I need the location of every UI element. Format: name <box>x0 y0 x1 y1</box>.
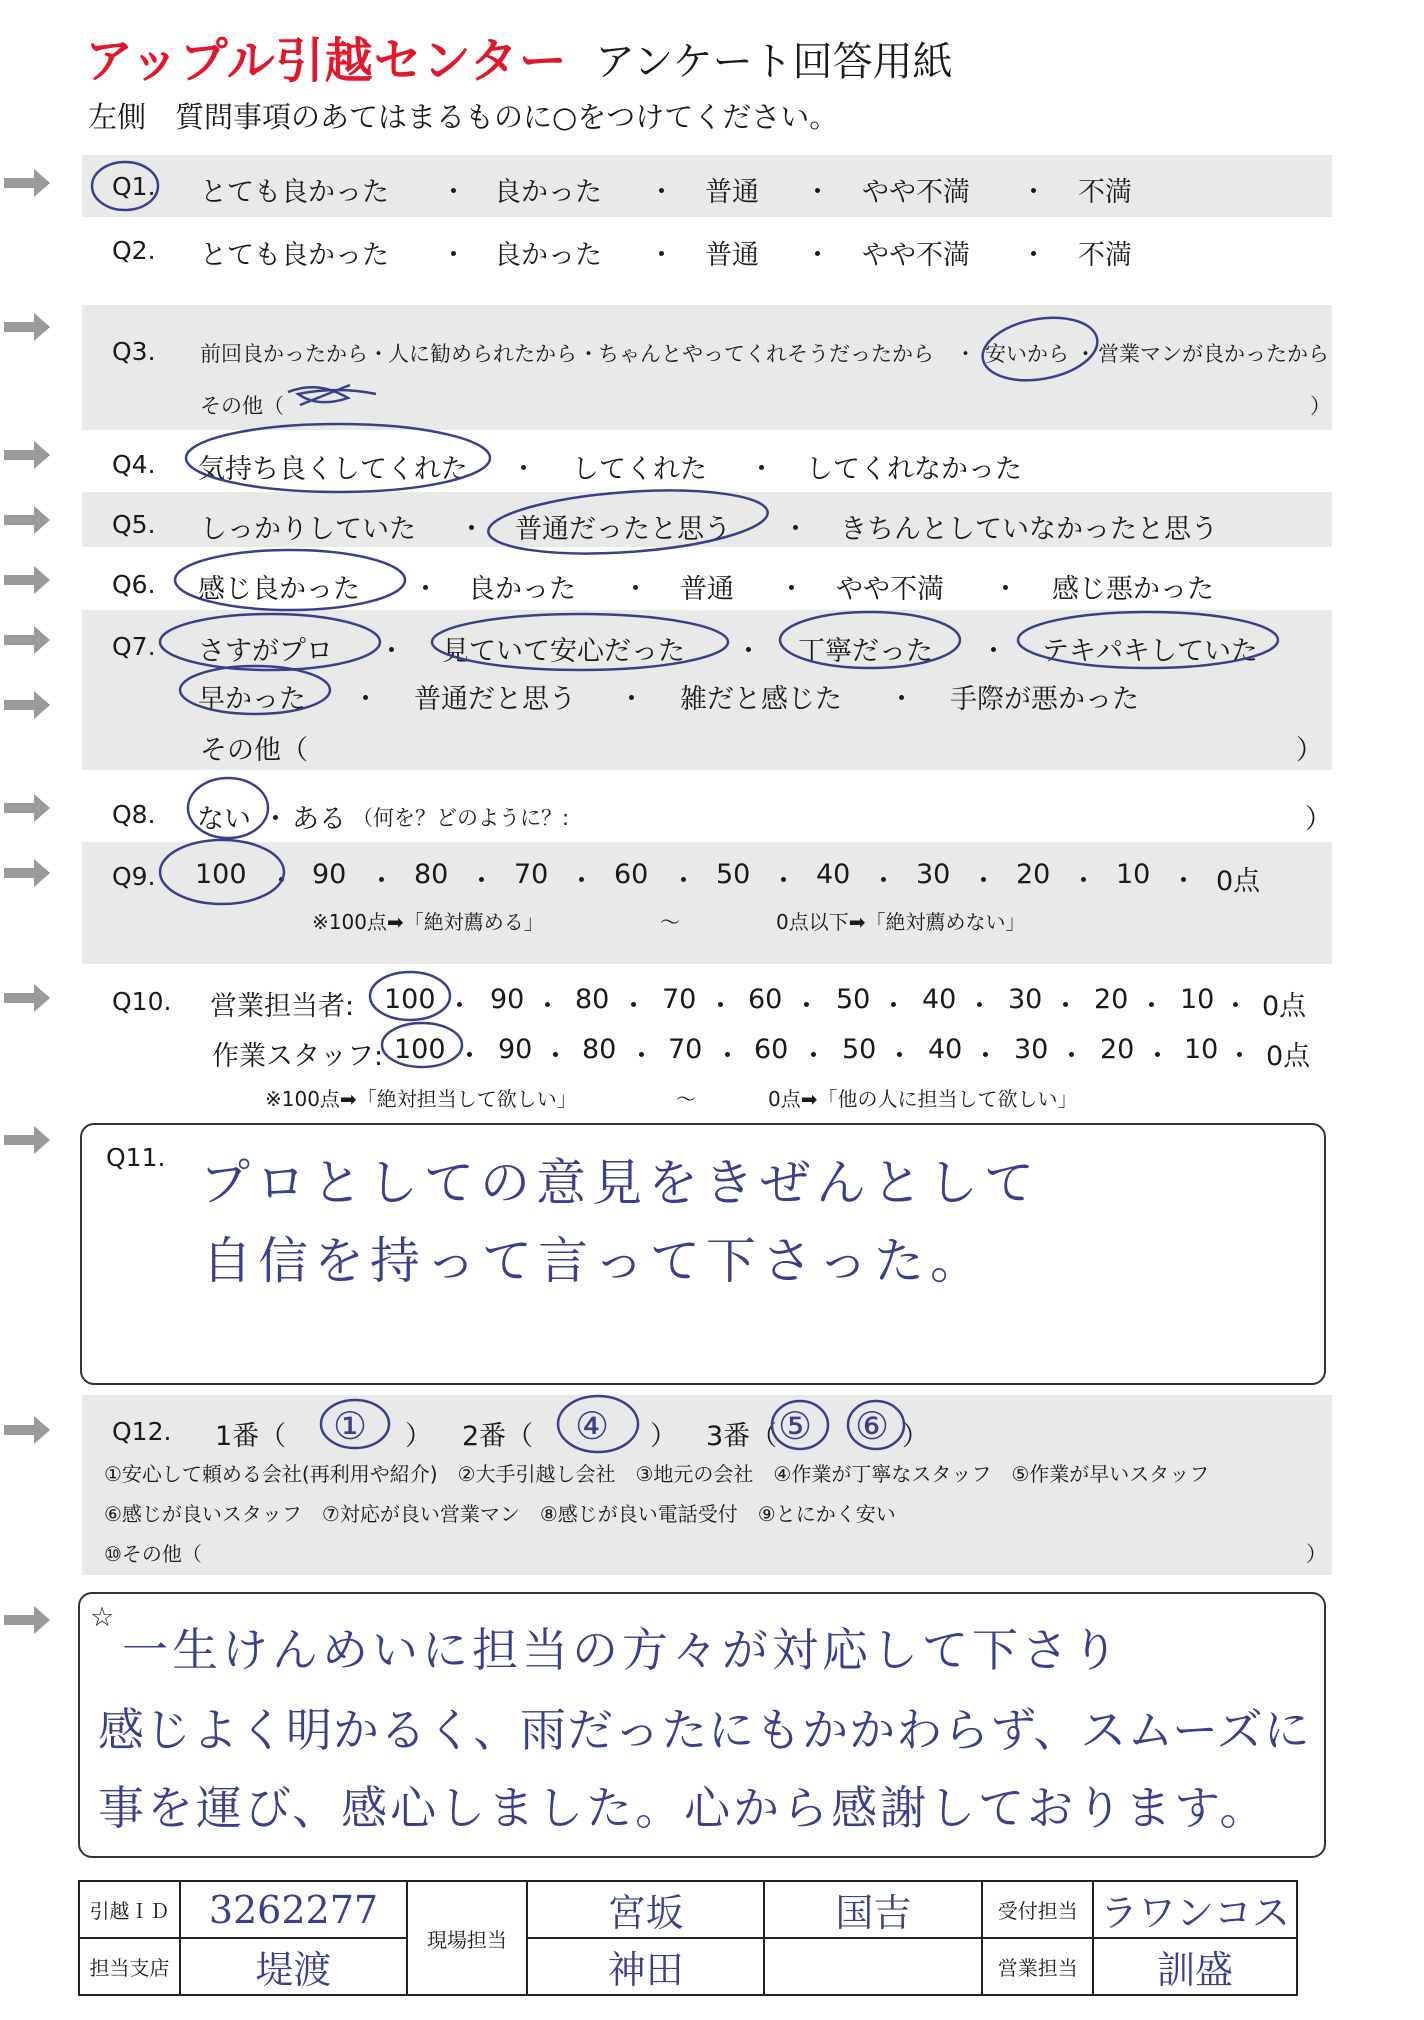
q6-sep: ・ <box>778 574 805 605</box>
q10-sales-score[interactable]: 60 <box>748 984 783 1015</box>
comment-line2: 感じよく明かるく、雨だったにもかかわらず、スムーズに <box>98 1703 1311 1757</box>
q9-sep: ・ <box>368 866 395 897</box>
q4-sep: ・ <box>748 454 775 485</box>
q10-sep: ・ <box>1058 1041 1085 1072</box>
q6-sep: ・ <box>992 574 1019 605</box>
q10-sales-score[interactable]: 70 <box>662 984 697 1015</box>
q12-label: Q12. <box>112 1417 172 1446</box>
q7-other-label: その他（ <box>200 735 308 766</box>
q7-option[interactable]: さすがプロ <box>198 636 333 667</box>
q2-sep: ・ <box>648 240 675 271</box>
site-staff-text: 宮坂 <box>607 1891 684 1935</box>
q6-option[interactable]: 普通 <box>680 574 734 605</box>
q2-option[interactable]: とても良かった <box>200 240 389 271</box>
q10-sales-score[interactable]: 90 <box>490 984 525 1015</box>
q3-label: Q3. <box>112 337 156 366</box>
q10-sales-score[interactable]: 100 <box>384 984 436 1015</box>
arrow-icon <box>4 313 50 341</box>
q2-label: Q2. <box>112 236 156 265</box>
branch-text: 堤渡 <box>255 1948 332 1992</box>
q3-sep: ・ <box>368 342 389 366</box>
comment-box[interactable] <box>78 1592 1326 1858</box>
q10-sep: ・ <box>542 1041 569 1072</box>
q4-option[interactable]: してくれなかった <box>806 454 1022 485</box>
q9-score[interactable]: 30 <box>916 859 951 890</box>
site-staff-2 <box>764 1881 982 1938</box>
q9-sep: ・ <box>1070 866 1097 897</box>
q12-third-close: ） <box>902 1421 929 1452</box>
q2-option[interactable]: 良かった <box>494 240 602 271</box>
q11-handwriting-line1: プロとしての意見をきぜんとして <box>200 1154 1040 1212</box>
q7-sep: ・ <box>378 636 405 667</box>
q8-detail: （何を？どのように？: <box>352 806 570 830</box>
site-staff-label: 現場担当 <box>407 1881 527 1995</box>
q6-option[interactable]: 良かった <box>468 574 576 605</box>
q8-close: ） <box>1305 804 1332 835</box>
q10-sales-score[interactable]: 50 <box>836 984 871 1015</box>
site-staff-1 <box>527 1881 764 1938</box>
q5-option[interactable]: きちんとしていなかったと思う <box>840 514 1218 545</box>
q12-choices-row2: ⑥感じが良いスタッフ ⑦対応が良い営業マン ⑧感じが良い電話受付 ⑨とにかく安い <box>104 1502 896 1526</box>
q10-label: Q10. <box>112 987 172 1016</box>
site-staff-4 <box>764 1938 982 1995</box>
q6-option[interactable]: 感じ悪かった <box>1052 574 1214 605</box>
move-id-value <box>180 1881 407 1938</box>
arrow-icon <box>4 794 50 822</box>
q12-second-value[interactable]: ④ <box>575 1404 610 1448</box>
q11-label: Q11. <box>106 1143 166 1172</box>
arrow-icon <box>4 859 50 887</box>
q12-first-label: 1番（ <box>215 1421 287 1452</box>
q9-note-left: ※100点➡「絶対薦める」 <box>312 910 544 934</box>
q10-sep: ・ <box>972 1041 999 1072</box>
q3-sep: ・ <box>1075 342 1096 366</box>
q10-note-left: ※100点➡「絶対担当して欲しい」 <box>265 1087 577 1111</box>
q6-option[interactable]: やや不満 <box>836 574 944 605</box>
q12-first-close: ） <box>405 1421 432 1452</box>
q10-sep: ・ <box>707 991 734 1022</box>
q10-sep: ・ <box>446 991 473 1022</box>
q10-staff-score[interactable]: 40 <box>928 1034 963 1065</box>
branch-value <box>180 1938 407 1995</box>
q10-staff-score[interactable]: 20 <box>1100 1034 1135 1065</box>
q12-second-label: 2番（ <box>462 1421 534 1452</box>
q12-first-value[interactable]: ① <box>333 1404 368 1448</box>
q10-sales-label: 営業担当者: <box>210 991 355 1022</box>
branch-label: 担当支店 <box>79 1938 180 1995</box>
arrow-icon <box>4 506 50 534</box>
arrow-icon <box>4 1416 50 1444</box>
arrow-icon <box>4 566 50 594</box>
q10-sep: ・ <box>1144 1041 1171 1072</box>
q6-sep: ・ <box>412 574 439 605</box>
q10-staff-score[interactable]: 30 <box>1014 1034 1049 1065</box>
q10-note-tilde: 〜 <box>676 1087 696 1111</box>
q9-note-right: 0点以下➡「絶対薦めない」 <box>776 910 1026 934</box>
q2-sep: ・ <box>804 240 831 271</box>
q8-label: Q8. <box>112 800 156 829</box>
arrow-icon <box>4 1606 50 1634</box>
q9-label: Q9. <box>112 862 156 891</box>
q1-sep: ・ <box>804 177 831 208</box>
staff-footer-table <box>78 1880 1298 1996</box>
arrow-icon <box>4 626 50 654</box>
q7-option[interactable]: 早かった <box>198 684 306 715</box>
q8-sep: ・ <box>262 804 289 835</box>
q3-other-close: ） <box>1310 394 1331 418</box>
q3-option[interactable]: ちゃんとやってくれそうだったから <box>598 342 934 366</box>
q10-sales-score[interactable]: 80 <box>575 984 610 1015</box>
q12-choices-row1: ①安心して頼める会社(再利用や紹介) ②大手引越し会社 ③地元の会社 ④作業が丁寧なスタッフ ⑤作業が早いスタッフ <box>104 1462 1210 1486</box>
sales-label: 営業担当 <box>982 1938 1093 1995</box>
q9-score[interactable]: 100 <box>195 859 247 890</box>
q12-third-value[interactable]: ⑤ <box>778 1404 813 1448</box>
q9-score[interactable]: 40 <box>816 859 851 890</box>
q10-sep: ・ <box>886 1041 913 1072</box>
q1-sep: ・ <box>440 177 467 208</box>
q3-sep: ・ <box>578 342 599 366</box>
arrow-icon <box>4 984 50 1012</box>
q10-staff-score[interactable]: 0点 <box>1266 1041 1311 1072</box>
q9-score[interactable]: 50 <box>716 859 751 890</box>
arrow-icon <box>4 169 50 197</box>
q8-option[interactable]: ある <box>292 804 346 835</box>
sales-text: 訓盛 <box>1156 1948 1233 1992</box>
q2-sep: ・ <box>1020 240 1047 271</box>
q5-sep: ・ <box>782 514 809 545</box>
q10-sep: ・ <box>628 1041 655 1072</box>
q7-option[interactable]: 普通だと思う <box>414 684 576 715</box>
q11-handwriting-line2: 自信を持って言って下さった。 <box>202 1232 986 1290</box>
q10-staff-score[interactable]: 50 <box>842 1034 877 1065</box>
q7-option[interactable]: 見ていて安心だった <box>442 636 685 667</box>
instruction-text: 左側 質問事項のあてはまるものに○をつけてください。 <box>88 100 839 134</box>
q9-sep: ・ <box>670 866 697 897</box>
q7-option[interactable]: テキパキしていた <box>1042 636 1258 667</box>
reception-label: 受付担当 <box>982 1881 1093 1938</box>
q9-note-tilde: 〜 <box>660 910 680 934</box>
q10-sep: ・ <box>620 991 647 1022</box>
site-staff-text: 神田 <box>607 1948 684 1992</box>
comment-line1: 一生けんめいに担当の方々が対応して下さり <box>122 1623 1122 1677</box>
q7-option[interactable]: 雑だと感じた <box>680 684 842 715</box>
q1-label: Q1. <box>112 172 156 201</box>
q10-sep: ・ <box>793 991 820 1022</box>
q9-sep: ・ <box>568 866 595 897</box>
q12-third-value[interactable]: ⑥ <box>855 1404 890 1448</box>
q1-option[interactable]: とても良かった <box>200 177 389 208</box>
q9-score[interactable]: 70 <box>514 859 549 890</box>
q5-option[interactable]: しっかりしていた <box>200 514 416 545</box>
comment-star-icon: ☆ <box>90 1602 115 1633</box>
q3-sep: ・ <box>955 342 976 366</box>
q7-sep: ・ <box>735 636 762 667</box>
q4-option[interactable]: 気持ち良くしてくれた <box>198 454 468 485</box>
q7-other-close: ） <box>1296 735 1323 766</box>
q10-sales-score[interactable]: 10 <box>1180 984 1215 1015</box>
q1-option[interactable]: 普通 <box>705 177 759 208</box>
q2-sep: ・ <box>440 240 467 271</box>
arrow-icon <box>4 691 50 719</box>
binding-arrows <box>0 0 60 2016</box>
q1-option[interactable]: 良かった <box>494 177 602 208</box>
q9-score[interactable]: 0点 <box>1216 866 1261 897</box>
q7-option[interactable]: 丁寧だった <box>798 636 933 667</box>
q9-score[interactable]: 80 <box>414 859 449 890</box>
q10-sep: ・ <box>1052 991 1079 1022</box>
q10-sep: ・ <box>534 991 561 1022</box>
form-title: アンケート回答用紙 <box>595 39 953 85</box>
q1-sep: ・ <box>648 177 675 208</box>
site-staff-3 <box>527 1938 764 1995</box>
q3-option[interactable]: 人に勧められたから <box>388 342 577 366</box>
q4-sep: ・ <box>510 454 537 485</box>
q7-sep: ・ <box>980 636 1007 667</box>
q10-sep: ・ <box>966 991 993 1022</box>
binding-edge <box>0 0 60 2016</box>
q9-sep: ・ <box>268 866 295 897</box>
q9-sep: ・ <box>770 866 797 897</box>
q10-sep: ・ <box>714 1041 741 1072</box>
q12-second-close: ） <box>650 1421 677 1452</box>
q10-staff-score[interactable]: 70 <box>668 1034 703 1065</box>
q5-sep: ・ <box>458 514 485 545</box>
q10-sales-score[interactable]: 30 <box>1008 984 1043 1015</box>
q9-score[interactable]: 90 <box>312 859 347 890</box>
q7-sep: ・ <box>618 684 645 715</box>
q10-sep: ・ <box>1222 991 1249 1022</box>
brand-title: アップル引越センター <box>85 33 568 89</box>
q9-sep: ・ <box>970 866 997 897</box>
q9-sep: ・ <box>870 866 897 897</box>
q7-option[interactable]: 手際が悪かった <box>950 684 1139 715</box>
q4-label: Q4. <box>112 450 156 479</box>
q6-label: Q6. <box>112 570 156 599</box>
q3-option[interactable]: 前回良かったから <box>200 342 368 366</box>
q10-staff-score[interactable]: 60 <box>754 1034 789 1065</box>
q3-option[interactable]: 安いから <box>985 342 1069 366</box>
q11-answer-box[interactable] <box>80 1123 1326 1385</box>
q1-option[interactable]: 不満 <box>1078 177 1132 208</box>
q2-option[interactable]: 普通 <box>705 240 759 271</box>
q5-option[interactable]: 普通だったと思う <box>515 514 731 545</box>
q6-option[interactable]: 感じ良かった <box>198 574 360 605</box>
q10-sales-score[interactable]: 20 <box>1094 984 1129 1015</box>
q9-sep: ・ <box>1170 866 1197 897</box>
q12-third-label: 3番（ <box>706 1421 778 1452</box>
q10-sep: ・ <box>880 991 907 1022</box>
q10-sales-score[interactable]: 40 <box>922 984 957 1015</box>
q10-staff-score[interactable]: 10 <box>1184 1034 1219 1065</box>
q1-sep: ・ <box>1020 177 1047 208</box>
q2-option[interactable]: 不満 <box>1078 240 1132 271</box>
q10-sep: ・ <box>800 1041 827 1072</box>
q9-sep: ・ <box>468 866 495 897</box>
q10-staff-score[interactable]: 80 <box>582 1034 617 1065</box>
q7-label: Q7. <box>112 632 156 661</box>
q7-sep: ・ <box>888 684 915 715</box>
q3-other-label: その他（ <box>200 394 284 418</box>
comment-line3: 事を運び、感心しました。心から感謝しております。 <box>98 1781 1269 1835</box>
sales-value <box>1093 1938 1297 1995</box>
q10-sep: ・ <box>456 1041 483 1072</box>
q10-staff-score[interactable]: 90 <box>498 1034 533 1065</box>
q10-staff-label: 作業スタッフ: <box>212 1041 384 1072</box>
q10-staff-score[interactable]: 100 <box>394 1034 446 1065</box>
q9-score[interactable]: 60 <box>614 859 649 890</box>
reception-text: ラワンコス <box>1099 1891 1290 1935</box>
q9-score[interactable]: 10 <box>1116 859 1151 890</box>
q10-note-right: 0点➡「他の人に担当して欲しい」 <box>768 1087 1078 1111</box>
site-staff-text: 国吉 <box>835 1891 912 1935</box>
move-id-label: 引越ＩＤ <box>79 1881 180 1938</box>
q12-other-label: ⑩その他（ <box>104 1542 202 1566</box>
reception-value <box>1093 1881 1297 1938</box>
q4-option[interactable]: してくれた <box>572 454 707 485</box>
q10-sep: ・ <box>1226 1041 1253 1072</box>
q5-label: Q5. <box>112 510 156 539</box>
q7-sep: ・ <box>352 684 379 715</box>
q9-score[interactable]: 20 <box>1016 859 1051 890</box>
q8-option[interactable]: ない <box>197 804 251 835</box>
q2-option[interactable]: やや不満 <box>862 240 970 271</box>
arrow-icon <box>4 1126 50 1154</box>
move-id-text: 3262277 <box>208 1887 379 1932</box>
q3-option[interactable]: 営業マンが良かったから <box>1098 342 1329 366</box>
q10-sep: ・ <box>1138 991 1165 1022</box>
arrow-icon <box>4 441 50 469</box>
q6-sep: ・ <box>622 574 649 605</box>
q12-other-close: ） <box>1306 1542 1327 1566</box>
q10-sales-score[interactable]: 0点 <box>1262 991 1307 1022</box>
q1-option[interactable]: やや不満 <box>862 177 970 208</box>
